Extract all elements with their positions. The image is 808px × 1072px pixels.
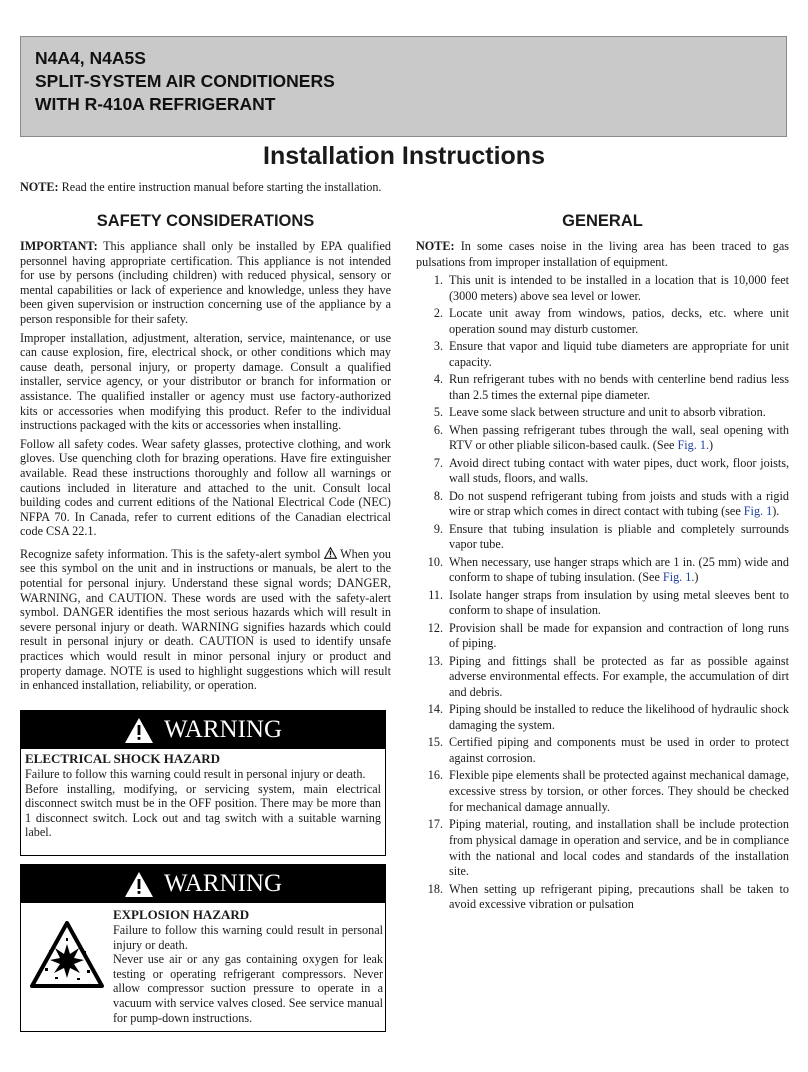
explosion-warning-instructions: Never use air or any gas containing oxygen for leak testing or operating refrigerant compressors. Never allow compressor suction pressure to operate in a vacuum with service valves closed. See service manual for pump-down instructions. [113, 952, 383, 1025]
list-item [416, 735, 789, 766]
safety-alert-text-b: When you see this symbol on the unit and in instructions or manuals, be alert to the potential for personal injury. Understand these signal words; DANGER, WARNING, and CAUTION. These words are used with the safety-alert symbol. DANGER identifies the most serious hazards which will result in severe personal injury or death. WARNING signifies hazards which could result in personal injury or death. CAUTION is used to identify unsafe practices which would result in minor personal injury or product and property damage. NOTE is used to highlight suggestions which will result in enhanced installation, reliability, or operation. [20, 546, 391, 693]
list-item [416, 522, 789, 553]
warning-triangle-icon [124, 871, 154, 898]
electrical-warning-text: Failure to follow this warning could result in personal injury or death. [25, 767, 366, 781]
electrical-warning-box [20, 710, 386, 856]
list-item-text [449, 489, 789, 520]
list-item-body: Locate unit away from windows, patios, decks, etc. where unit operation sound may disturb customer. [449, 306, 789, 337]
list-item [416, 621, 789, 652]
list-item-text [449, 588, 789, 619]
list-item-text [449, 405, 789, 421]
list-item [416, 489, 789, 520]
explosion-hazard-heading: EXPLOSION HAZARD [113, 907, 250, 922]
list-item-tail: ). [772, 504, 780, 519]
list-item [416, 405, 789, 421]
list-item-number: 18. [427, 881, 443, 896]
list-item-text [449, 702, 789, 733]
top-note-text: Read the entire instruction manual before starting the installation. [58, 180, 382, 194]
list-item-text [449, 882, 789, 913]
list-item-number: 10. [427, 554, 443, 569]
list-item-text [449, 817, 789, 880]
list-item [416, 306, 789, 337]
important-label: IMPORTANT: [20, 239, 98, 253]
explosion-warning-box [20, 864, 386, 1032]
electrical-warning-instructions: Before installing, modifying, or servicing system, main electrical disconnect switch must be in the OFF position. There may be more than 1 disconnect switch. Lock out and tag switch with a suitable warning label. [25, 781, 381, 840]
list-item-text [449, 456, 789, 487]
right-column [416, 210, 789, 915]
list-item-number: 1. [433, 273, 443, 288]
list-item-body: Isolate hanger straps from insulation by using metal sleeves bent to conform to shape of insulation. [449, 587, 789, 618]
list-item-number: 17. [427, 817, 443, 832]
list-item-number: 15. [427, 735, 443, 750]
general-heading: GENERAL [562, 212, 643, 230]
refrigerant-line: WITH R-410A REFRIGERANT [35, 94, 276, 114]
list-item-text [449, 423, 789, 454]
list-item-text [449, 306, 789, 337]
safety-alert-text-a: Recognize safety information. This is the safety-alert symbol [20, 546, 324, 561]
list-item [416, 882, 789, 913]
list-item-body: Piping should be installed to reduce the likelihood of hydraulic shock damaging the system. [449, 702, 789, 733]
list-item-number: 16. [427, 768, 443, 783]
left-column [20, 210, 391, 697]
list-item-number: 4. [433, 372, 443, 387]
list-item-number: 7. [433, 455, 443, 470]
general-list [416, 273, 789, 913]
explosion-warning-text: Failure to follow this warning could result in personal injury or death. [113, 923, 383, 952]
list-item-text [449, 522, 789, 553]
list-item [416, 768, 789, 815]
list-item-body: Avoid direct tubing contact with water pipes, duct work, floor joists, wall studs, floors, and walls. [449, 455, 789, 486]
list-item-body: Provision shall be made for expansion and contraction of long runs of piping. [449, 620, 789, 651]
list-item-body: Ensure that tubing insulation is pliable and completely surrounds vapor tube. [449, 521, 789, 552]
list-item-number: 8. [433, 488, 443, 503]
important-text: This appliance shall only be installed by EPA qualified personnel having appropriate certification. This appliance is not intended for use by persons (including children) with reduced physical, sensory or mental capabilities or lack of experience and knowledge, unless they have been given supervision or instruction concerning use of the appliance by a person responsible for their safety. [20, 239, 391, 326]
warning-label: WARNING [163, 716, 283, 743]
list-item-number: 9. [433, 521, 443, 536]
list-item-text [449, 768, 789, 815]
figure-link[interactable]: Fig. 1. [677, 438, 710, 453]
list-item-number: 12. [427, 620, 443, 635]
list-item-text [449, 621, 789, 652]
top-note [20, 180, 381, 195]
list-item-number: 3. [433, 339, 443, 354]
list-item-text [449, 372, 789, 403]
list-item [416, 654, 789, 701]
list-item [416, 423, 789, 454]
list-item [416, 817, 789, 880]
warning-banner [21, 865, 385, 903]
list-item-number: 14. [427, 702, 443, 717]
list-item-body: When passing refrigerant tubes through the wall, seal opening with RTV or other pliable silicon-based caulk. (See [449, 422, 789, 453]
list-item-body: Piping material, routing, and installation shall be include protection from physical damage in operation and service, and be in compliance with the national and local codes and standards of the installation site. [449, 817, 789, 879]
figure-link[interactable]: Fig. 1 [743, 504, 773, 519]
top-note-label: NOTE: [20, 180, 59, 194]
list-item-body: Leave some slack between structure and unit to absorb vibration. [449, 405, 766, 420]
important-paragraph [20, 239, 391, 327]
list-item [416, 339, 789, 370]
model-line: N4A4, N4A5S [35, 48, 146, 68]
list-item-number: 6. [433, 422, 443, 437]
electrical-warning-body [21, 749, 385, 844]
warning-triangle-icon [124, 717, 154, 744]
list-item [416, 372, 789, 403]
general-note-label: NOTE: [416, 239, 455, 253]
list-item-text [449, 555, 789, 586]
figure-link[interactable]: Fig. 1. [662, 570, 695, 585]
explosion-icon [29, 920, 105, 996]
improper-installation-paragraph: Improper installation, adjustment, alteration, service, maintenance, or use can cause explosion, fire, electrical shock, or other conditions which may cause death, personal injury, or property damage. Consult a qualified installer, service agency, or your distributor or branch for information or assistance. The qualified installer or agency must use factory-authorized kits or accessories when modifying this product. Refer to the individual instructions packaged with the kits or accessories when installing. [20, 330, 391, 433]
list-item-body: When setting up refrigerant piping, precautions shall be taken to avoid excessive vibration or pulsation [449, 881, 789, 912]
general-note [416, 239, 789, 270]
list-item-body: Flexible pipe elements shall be protected against mechanical damage, excessive stress by torsion, or other forces. They should be checked for mechanical damage annually. [449, 768, 789, 814]
list-item-body: When necessary, use hanger straps which are 1 in. (25 mm) wide and conform to shape of tubing insulation. (See [449, 554, 789, 585]
list-item [416, 456, 789, 487]
list-item-text [449, 654, 789, 701]
list-item-body: This unit is intended to be installed in a location that is 10,000 feet (3000 meters) above sea level or lower. [449, 273, 789, 304]
list-item-text [449, 339, 789, 370]
list-item [416, 555, 789, 586]
list-item-body: Run refrigerant tubes with no bends with centerline bend radius less than 2.5 times the external pipe diameter. [449, 372, 789, 403]
list-item-text [449, 273, 789, 304]
list-item-tail: ) [709, 438, 714, 453]
product-line: SPLIT-SYSTEM AIR CONDITIONERS [35, 71, 335, 91]
list-item-number: 2. [433, 306, 443, 321]
list-item-body: Certified piping and components must be used in order to protect against corrosion. [449, 735, 789, 766]
list-item-body: Piping and fittings shall be protected as far as possible against adverse environmental effects. For example, the accumulation of dirt and debris. [449, 653, 789, 700]
list-item [416, 273, 789, 304]
list-item-text [449, 735, 789, 766]
list-item-tail: ) [694, 570, 699, 585]
safety-codes-paragraph: Follow all safety codes. Wear safety glasses, protective clothing, and work gloves. Use quenching cloth for brazing operations. Have fire extinguisher available. Read these instructions thoroughly and follow all warnings or cautions included in literature and attached to the unit. Consult local building codes and current editions of the National Electrical Code (NEC) NFPA 70. In Canada, refer to current editions of the Canadian electrical code CSA 22.1. [20, 436, 391, 539]
list-item [416, 702, 789, 733]
general-note-text: In some cases noise in the living area has been traced to gas pulsations from improper installation of equipment. [416, 239, 789, 269]
header-banner [20, 36, 787, 137]
list-item-number: 5. [433, 405, 443, 420]
document-title: Installation Instructions [263, 142, 545, 170]
warning-banner [21, 711, 385, 749]
safety-alert-icon [324, 547, 337, 559]
warning-label: WARNING [163, 870, 283, 897]
safety-heading: SAFETY CONSIDERATIONS [96, 212, 315, 230]
list-item-body: Ensure that vapor and liquid tube diameters are appropriate for unit capacity. [449, 339, 789, 370]
list-item-number: 11. [428, 587, 443, 602]
electrical-hazard-heading: ELECTRICAL SHOCK HAZARD [25, 751, 221, 766]
list-item [416, 588, 789, 619]
list-item-body: Do not suspend refrigerant tubing from joists and studs with a rigid wire or strap which comes in direct contact with tubing (see [449, 488, 789, 519]
safety-alert-paragraph [20, 547, 391, 693]
explosion-warning-body [113, 907, 383, 1025]
list-item-number: 13. [427, 653, 443, 668]
